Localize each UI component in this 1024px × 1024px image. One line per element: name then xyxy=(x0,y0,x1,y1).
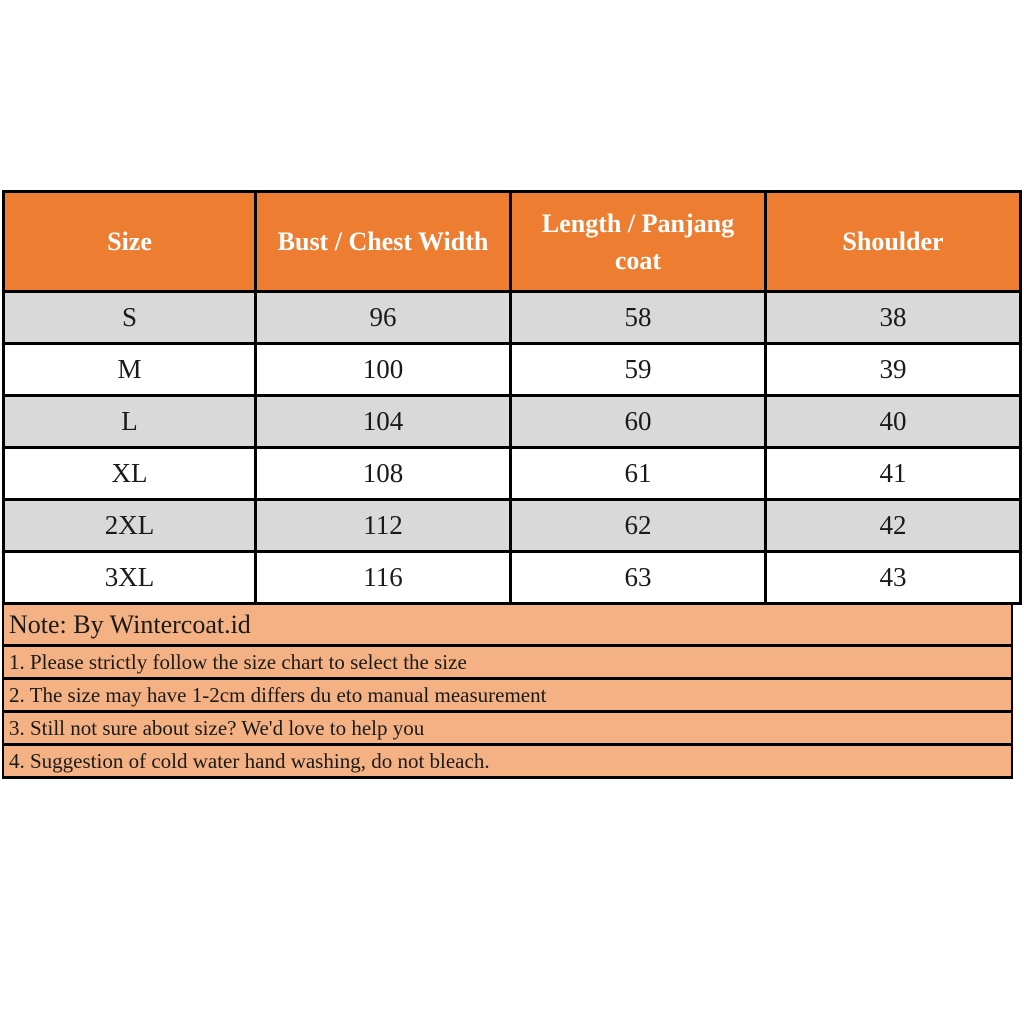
table-row xyxy=(4,500,1021,552)
header-length: Length / Panjang coat xyxy=(511,192,766,292)
cell-bust: 116 xyxy=(256,552,511,604)
cell-shoulder: 42 xyxy=(766,500,1021,552)
cell-bust: 104 xyxy=(256,396,511,448)
table-row xyxy=(4,552,1021,604)
cell-bust: 96 xyxy=(256,292,511,344)
note-item: 4. Suggestion of cold water hand washing, do not bleach. xyxy=(4,746,1011,779)
note-item: 1. Please strictly follow the size chart to select the size xyxy=(4,647,1011,680)
cell-bust: 112 xyxy=(256,500,511,552)
cell-size: XL xyxy=(4,448,256,500)
cell-bust: 100 xyxy=(256,344,511,396)
cell-shoulder: 41 xyxy=(766,448,1021,500)
header-row xyxy=(4,192,1021,292)
cell-length: 61 xyxy=(511,448,766,500)
cell-shoulder: 38 xyxy=(766,292,1021,344)
cell-size: M xyxy=(4,344,256,396)
header-size: Size xyxy=(4,192,256,292)
cell-size: L xyxy=(4,396,256,448)
cell-shoulder: 40 xyxy=(766,396,1021,448)
table-row xyxy=(4,344,1021,396)
cell-size: 3XL xyxy=(4,552,256,604)
header-bust: Bust / Chest Width xyxy=(256,192,511,292)
table-row xyxy=(4,292,1021,344)
notes-section xyxy=(2,605,1013,779)
notes-title: Note: By Wintercoat.id xyxy=(4,605,1011,647)
cell-length: 58 xyxy=(511,292,766,344)
cell-bust: 108 xyxy=(256,448,511,500)
note-item: 2. The size may have 1-2cm differs du eto manual measurement xyxy=(4,680,1011,713)
cell-shoulder: 43 xyxy=(766,552,1021,604)
cell-length: 60 xyxy=(511,396,766,448)
cell-length: 63 xyxy=(511,552,766,604)
table-row xyxy=(4,448,1021,500)
table-row xyxy=(4,396,1021,448)
cell-shoulder: 39 xyxy=(766,344,1021,396)
header-shoulder: Shoulder xyxy=(766,192,1021,292)
cell-size: 2XL xyxy=(4,500,256,552)
cell-length: 62 xyxy=(511,500,766,552)
cell-size: S xyxy=(4,292,256,344)
note-item: 3. Still not sure about size? We'd love to help you xyxy=(4,713,1011,746)
size-chart xyxy=(2,190,1013,779)
cell-length: 59 xyxy=(511,344,766,396)
size-table xyxy=(2,190,1022,605)
